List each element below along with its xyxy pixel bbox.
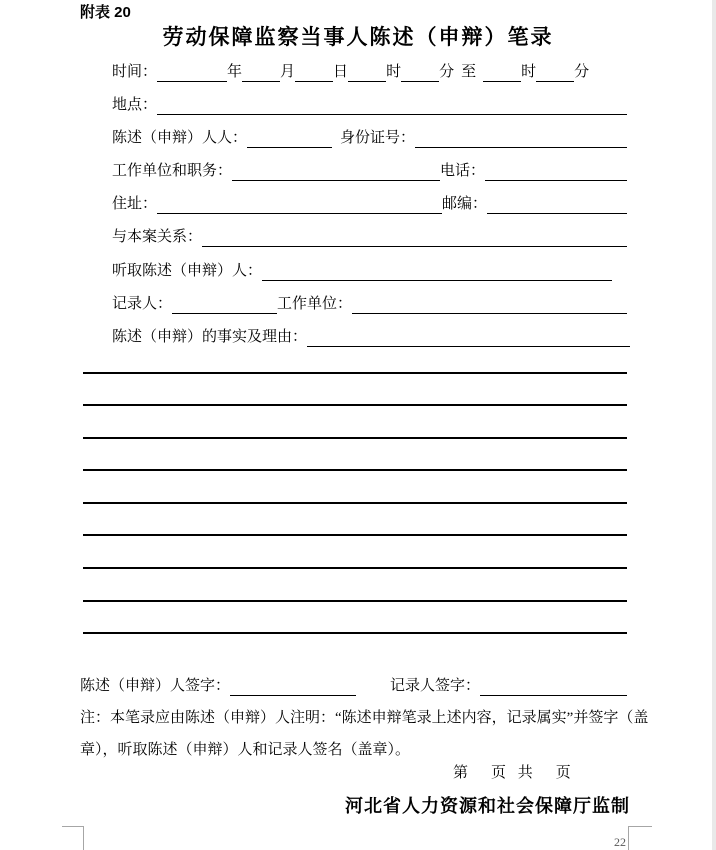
id-number-label: 身份证号： (340, 130, 416, 146)
facts-label: 陈述（申辩）的事实及理由： (112, 329, 308, 345)
minute2-label: 分 (574, 64, 590, 80)
location-label: 地点： (112, 97, 158, 113)
text-boundary-mark-left-h (62, 826, 84, 827)
text-boundary-mark-right-h (628, 826, 652, 827)
listener-blank[interactable] (262, 261, 612, 281)
case-relation-label: 与本案关系： (112, 229, 203, 245)
recorder-row (112, 294, 627, 314)
signature-row (80, 676, 627, 696)
ruled-line[interactable] (83, 372, 627, 374)
month-label: 月 (280, 64, 296, 80)
recorder-signature-blank[interactable] (480, 676, 627, 696)
to-label: 至 (461, 64, 477, 80)
time-hour2-blank[interactable] (483, 62, 521, 82)
hour-label: 时 (386, 64, 402, 80)
ruled-line[interactable] (83, 404, 627, 406)
work-unit-blank[interactable] (232, 161, 440, 181)
ruled-line[interactable] (83, 632, 627, 634)
facts-blank[interactable] (307, 327, 630, 347)
address-blank[interactable] (157, 194, 442, 214)
work-unit-label: 工作单位和职务： (112, 163, 233, 179)
listener-label: 听取陈述（申辩）人： (112, 263, 263, 279)
time-day-blank[interactable] (295, 62, 333, 82)
address-row (112, 194, 627, 214)
time-month-blank[interactable] (242, 62, 280, 82)
appendix-label: 附表 20 (80, 4, 131, 21)
ruled-line[interactable] (83, 567, 627, 569)
recorder-name-blank[interactable] (172, 294, 277, 314)
phone-label: 电话： (440, 163, 486, 179)
hour2-label: 时 (521, 64, 537, 80)
recorder-label: 记录人： (112, 296, 173, 312)
location-row (112, 95, 627, 115)
ruled-line[interactable] (83, 534, 627, 536)
signature-gap (356, 677, 390, 696)
ruled-line[interactable] (83, 469, 627, 471)
page-number: 22 (614, 835, 626, 849)
time-minute-blank[interactable] (401, 62, 439, 82)
text-boundary-mark-right-v (628, 826, 629, 850)
day-label: 日 (333, 64, 349, 80)
declarant-row (112, 128, 627, 148)
phone-blank[interactable] (485, 161, 627, 181)
ruled-line[interactable] (83, 502, 627, 504)
declarant-name-blank[interactable] (247, 128, 332, 148)
id-number-blank[interactable] (415, 128, 627, 148)
ruled-line[interactable] (83, 600, 627, 602)
recorder-signature-label: 记录人签字： (390, 678, 481, 694)
time-label: 时间： (112, 64, 158, 80)
facts-row (112, 327, 630, 347)
note-line-1: 注：本笔录应由陈述（申辩）人注明：“陈述申辩笔录上述内容，记录属实”并签字（盖 (80, 710, 649, 726)
pagination-text: 第 页 共 页 (453, 765, 575, 781)
case-relation-blank[interactable] (202, 227, 627, 247)
zip-blank[interactable] (487, 194, 627, 214)
recorder-unit-blank[interactable] (352, 294, 627, 314)
time-minute2-blank[interactable] (536, 62, 574, 82)
ruled-line[interactable] (83, 437, 627, 439)
declarant-label: 陈述（申辩）人人： (112, 130, 248, 146)
minute-label: 分 (439, 64, 455, 80)
listener-row (112, 261, 612, 281)
issuer-text: 河北省人力资源和社会保障厅监制 (345, 796, 630, 816)
work-unit-row (112, 161, 627, 181)
time-hour-blank[interactable] (348, 62, 386, 82)
zip-label: 邮编： (442, 196, 488, 212)
form-title: 劳动保障监察当事人陈述（申辩）笔录 (162, 25, 554, 49)
location-blank[interactable] (157, 95, 627, 115)
note-line-2: 章），听取陈述（申辩）人和记录人签名（盖章）。 (80, 742, 411, 758)
time-row (112, 62, 589, 82)
text-boundary-mark-left-v (83, 826, 84, 850)
case-relation-row (112, 227, 627, 247)
declarant-signature-blank[interactable] (230, 676, 356, 696)
year-label: 年 (227, 64, 243, 80)
time-year-blank[interactable] (157, 62, 227, 82)
recorder-unit-label: 工作单位： (277, 296, 353, 312)
declarant-signature-label: 陈述（申辩）人签字： (80, 678, 231, 694)
address-label: 住址： (112, 196, 158, 212)
page-edge-strip (712, 0, 716, 850)
